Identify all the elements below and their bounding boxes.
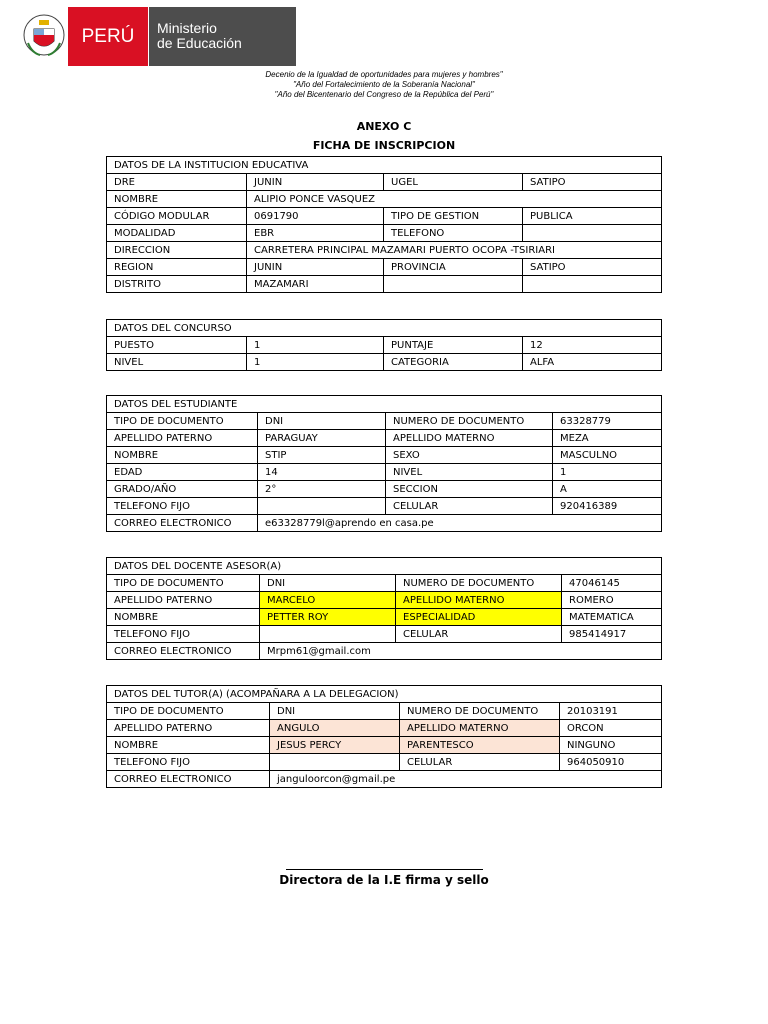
section-header: DATOS DEL CONCURSO [107, 320, 662, 337]
table-row [107, 413, 662, 430]
cell-label: APELLIDO PATERNO [107, 592, 260, 609]
cell-value: 2° [258, 481, 386, 498]
cell-value: ORCON [560, 720, 662, 737]
cell-value: MASCULNO [553, 447, 662, 464]
cell-value: JUNIN [247, 174, 384, 191]
cell-label: CORREO ELECTRONICO [107, 515, 258, 532]
cell-label: APELLIDO MATERNO [396, 592, 562, 609]
table-row [107, 515, 662, 532]
cell-value: 63328779 [553, 413, 662, 430]
ie-table [106, 156, 662, 293]
table-header-row [107, 686, 662, 703]
table-header-row [107, 396, 662, 413]
cell-value [258, 498, 386, 515]
motto-line: "Año del Fortalecimiento de la Soberanía Nacional" [293, 80, 475, 89]
cell-label: MODALIDAD [107, 225, 247, 242]
cell-label: TELEFONO FIJO [107, 754, 270, 771]
mottos [0, 70, 768, 100]
table-row [107, 337, 662, 354]
docente-table [106, 557, 662, 660]
cell-value: SATIPO [523, 259, 662, 276]
cell-label: CELULAR [396, 626, 562, 643]
cell-label: NOMBRE [107, 447, 258, 464]
cell-value: ANGULO [270, 720, 400, 737]
cell-value: 985414917 [562, 626, 662, 643]
table-row [107, 242, 662, 259]
cell-label: ESPECIALIDAD [396, 609, 562, 626]
cell-value: janguloorcon@gmail.pe [270, 771, 662, 788]
cell-label: CORREO ELECTRONICO [107, 643, 260, 660]
table-row [107, 771, 662, 788]
tutor-table [106, 685, 662, 788]
signature-line [286, 869, 483, 870]
cell-label: TELEFONO FIJO [107, 626, 260, 643]
cell-value: DNI [270, 703, 400, 720]
cell-label: DRE [107, 174, 247, 191]
cell-label: APELLIDO MATERNO [386, 430, 553, 447]
cell-label: TIPO DE GESTION [384, 208, 523, 225]
table-row [107, 276, 662, 293]
cell-value: NINGUNO [560, 737, 662, 754]
cell-label: TELEFONO [384, 225, 523, 242]
cell-label: SECCION [386, 481, 553, 498]
cell-value: SATIPO [523, 174, 662, 191]
cell-value: 1 [553, 464, 662, 481]
cell-value: ALIPIO PONCE VASQUEZ [247, 191, 662, 208]
cell-label [384, 276, 523, 293]
table-row [107, 464, 662, 481]
cell-value [260, 626, 396, 643]
cell-value: e63328779l@aprendo en casa.pe [258, 515, 662, 532]
cell-label: NIVEL [386, 464, 553, 481]
table-row [107, 481, 662, 498]
cell-value: ALFA [523, 354, 662, 371]
cell-value: DNI [258, 413, 386, 430]
cell-value: STIP [258, 447, 386, 464]
cell-label: DIRECCION [107, 242, 247, 259]
cell-label: PARENTESCO [400, 737, 560, 754]
motto-line: "Año del Bicentenario del Congreso de la República del Perú" [274, 90, 494, 99]
section-header: DATOS DEL DOCENTE ASESOR(A) [107, 558, 662, 575]
table-row [107, 754, 662, 771]
table-row [107, 354, 662, 371]
estudiante-table [106, 395, 662, 532]
table-row [107, 430, 662, 447]
ministry-name [149, 7, 296, 66]
form-title: FICHA DE INSCRIPCION [312, 139, 456, 152]
cell-label: APELLIDO MATERNO [400, 720, 560, 737]
cell-value: EBR [247, 225, 384, 242]
cell-label: DISTRITO [107, 276, 247, 293]
cell-value: CARRETERA PRINCIPAL MAZAMARI PUERTO OCOPA -TSIRIARI [247, 242, 662, 259]
cell-label: GRADO/AÑO [107, 481, 258, 498]
concurso-table [106, 319, 662, 371]
cell-label: NUMERO DE DOCUMENTO [400, 703, 560, 720]
table-row [107, 259, 662, 276]
cell-label: CÓDIGO MODULAR [107, 208, 247, 225]
cell-value: 1 [247, 354, 384, 371]
cell-label: APELLIDO PATERNO [107, 430, 258, 447]
cell-label: TIPO DE DOCUMENTO [107, 575, 260, 592]
annex-title: ANEXO C [356, 120, 412, 133]
cell-label: CORREO ELECTRONICO [107, 771, 270, 788]
cell-label: REGION [107, 259, 247, 276]
cell-value [523, 225, 662, 242]
cell-value: PETTER ROY [260, 609, 396, 626]
cell-value [270, 754, 400, 771]
cell-value: 964050910 [560, 754, 662, 771]
cell-value: MATEMATICA [562, 609, 662, 626]
cell-value: JUNIN [247, 259, 384, 276]
table-row [107, 720, 662, 737]
section-header: DATOS DEL TUTOR(A) (ACOMPAÑARA A LA DELEGACION) [107, 686, 662, 703]
table-row [107, 208, 662, 225]
cell-value: PUBLICA [523, 208, 662, 225]
cell-label: NOMBRE [107, 191, 247, 208]
table-row [107, 498, 662, 515]
cell-value: 14 [258, 464, 386, 481]
cell-label: UGEL [384, 174, 523, 191]
cell-value: 0691790 [247, 208, 384, 225]
section-header: DATOS DE LA INSTITUCION EDUCATIVA [107, 157, 662, 174]
table-row [107, 703, 662, 720]
cell-value: JESUS PERCY [270, 737, 400, 754]
section-header: DATOS DEL ESTUDIANTE [107, 396, 662, 413]
table-row [107, 609, 662, 626]
table-row [107, 174, 662, 191]
table-header-row [107, 320, 662, 337]
cell-value: 47046145 [562, 575, 662, 592]
cell-label: CATEGORIA [384, 354, 523, 371]
country-label: PERÚ [68, 7, 148, 66]
cell-label: TIPO DE DOCUMENTO [107, 413, 258, 430]
cell-label: TELEFONO FIJO [107, 498, 258, 515]
cell-label: TIPO DE DOCUMENTO [107, 703, 270, 720]
ministry-header [20, 7, 296, 66]
cell-label: CELULAR [386, 498, 553, 515]
ministry-line2: de Educación [157, 35, 242, 51]
table-row [107, 191, 662, 208]
cell-label: NOMBRE [107, 609, 260, 626]
cell-value: MEZA [553, 430, 662, 447]
cell-value: 12 [523, 337, 662, 354]
cell-value: MAZAMARI [247, 276, 384, 293]
peru-seal-icon [20, 7, 68, 66]
motto-line: Decenio de la Igualdad de oportunidades para mujeres y hombres" [265, 70, 503, 79]
cell-label: PUESTO [107, 337, 247, 354]
ministry-line1: Ministerio [157, 20, 217, 36]
cell-label: NIVEL [107, 354, 247, 371]
cell-value: Mrpm61@gmail.com [260, 643, 662, 660]
table-row [107, 592, 662, 609]
cell-label: EDAD [107, 464, 258, 481]
signature-caption: Directora de la I.E firma y sello [279, 873, 489, 887]
cell-label: CELULAR [400, 754, 560, 771]
cell-value: A [553, 481, 662, 498]
table-row [107, 643, 662, 660]
cell-value: 1 [247, 337, 384, 354]
table-row [107, 447, 662, 464]
cell-label: SEXO [386, 447, 553, 464]
cell-value: 20103191 [560, 703, 662, 720]
cell-value: DNI [260, 575, 396, 592]
table-row [107, 575, 662, 592]
cell-value: PARAGUAY [258, 430, 386, 447]
cell-label: NOMBRE [107, 737, 270, 754]
cell-value: ROMERO [562, 592, 662, 609]
cell-label: PUNTAJE [384, 337, 523, 354]
cell-label: APELLIDO PATERNO [107, 720, 270, 737]
table-header-row [107, 157, 662, 174]
cell-label: NUMERO DE DOCUMENTO [396, 575, 562, 592]
cell-value [523, 276, 662, 293]
cell-value: 920416389 [553, 498, 662, 515]
table-row [107, 737, 662, 754]
table-row [107, 626, 662, 643]
cell-value: MARCELO [260, 592, 396, 609]
table-row [107, 225, 662, 242]
cell-label: PROVINCIA [384, 259, 523, 276]
table-header-row [107, 558, 662, 575]
cell-label: NUMERO DE DOCUMENTO [386, 413, 553, 430]
